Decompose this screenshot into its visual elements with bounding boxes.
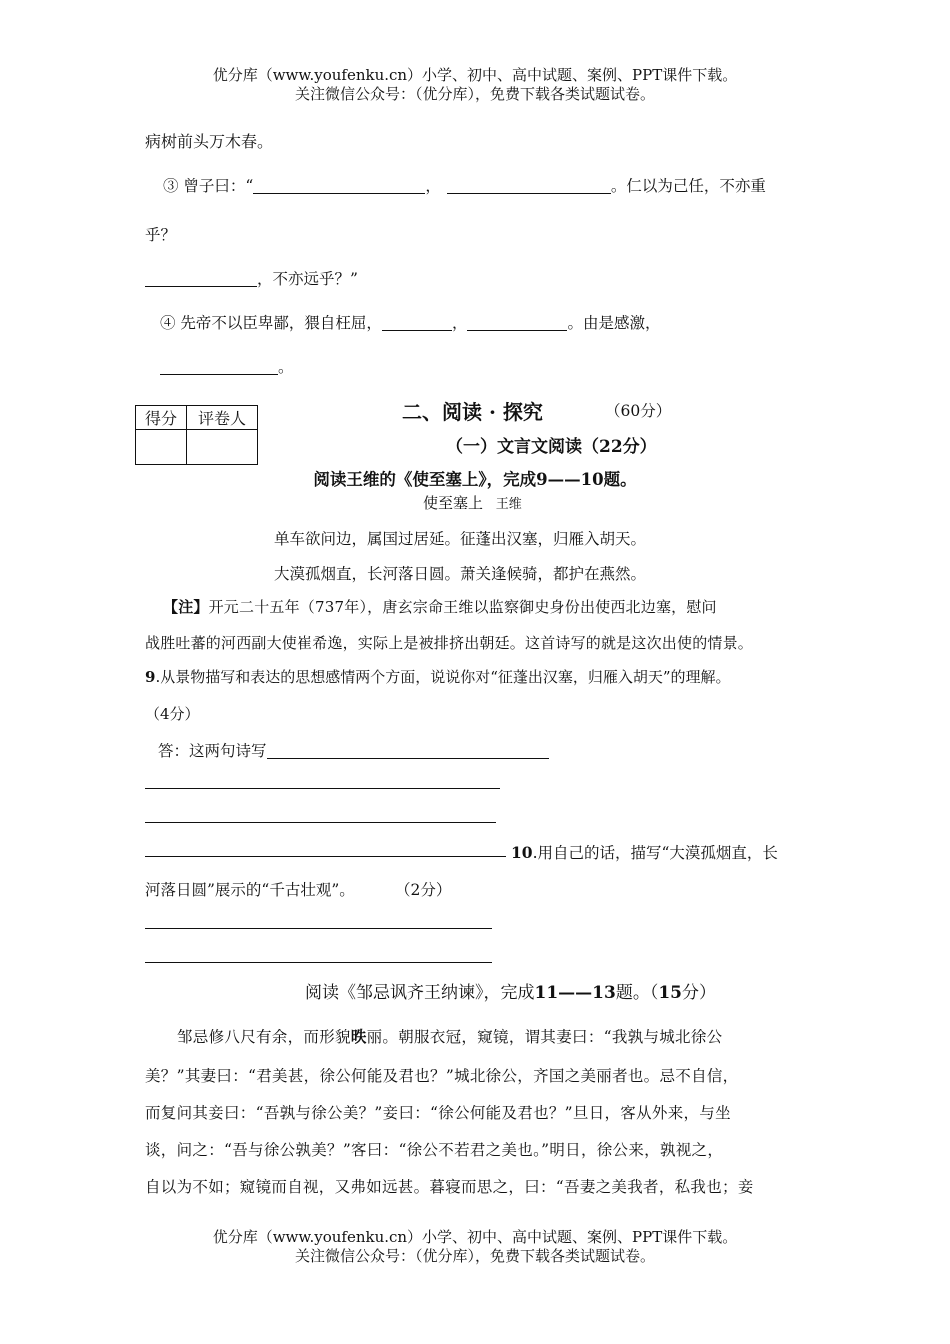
score-cell[interactable]	[136, 430, 187, 465]
poem-author: 王维	[495, 497, 522, 512]
poem-title: 使至塞上	[423, 494, 484, 512]
sub-section-title: （一）文言文阅读（22分）	[446, 437, 657, 457]
question-10	[511, 841, 778, 863]
q4-comma: ，	[451, 314, 468, 332]
previous-line: 病树前头万木春。	[145, 132, 274, 151]
note-line-2: 战胜吐蕃的河西副大使崔希逸，实际上是被排挤出朝廷。这首诗写的就是这次出使的情景。	[145, 634, 754, 652]
passage-line-1c: 丽。朝服衣冠，窥镜，谓其妻曰：“我孰与城北徐公	[366, 1028, 723, 1046]
footer-line-1: 优分库（www.youfenku.cn）小学、初中、高中试题、案例、PPT课件下载。	[212, 1228, 738, 1246]
reading2-close: 分）	[682, 983, 716, 1003]
q3-end-line	[145, 267, 358, 289]
q3-blank-3[interactable]	[145, 271, 257, 287]
q3-blank-2[interactable]	[447, 178, 611, 194]
q9-answer-line-4[interactable]	[145, 856, 506, 857]
q9-points: （4分）	[145, 705, 200, 723]
reading2-points: 15	[658, 983, 682, 1003]
passage-line-5: 自以为不如；窥镜而自视，又弗如远甚。暮寝而思之，曰：“吾妻之美我者，私我也；妾	[145, 1178, 754, 1196]
q4-end-line	[160, 355, 294, 377]
q9-answer-blank[interactable]	[267, 743, 549, 759]
note-line-1	[163, 596, 717, 617]
grade-table	[135, 405, 258, 465]
poem-line-2: 大漠孤烟直，长河落日圆。萧关逢候骑，都护在燕然。	[274, 565, 647, 583]
q4-blank-2[interactable]	[467, 315, 567, 331]
q3-end: ，不亦远乎？”	[257, 270, 358, 288]
q10-text: .用自己的话，描写“大漠孤烟直，长	[532, 844, 778, 862]
q3-prefix: ③ 曾子曰：“	[163, 177, 254, 195]
q10-number: 10	[511, 843, 533, 862]
q4-suffix: 。由是感激，	[567, 314, 661, 332]
q9-number: 9	[145, 668, 156, 686]
poem-heading	[423, 492, 522, 513]
q10-answer-line-2[interactable]	[145, 962, 492, 963]
passage-line-1b: 昳	[350, 1027, 367, 1046]
q4-prefix: ④ 先帝不以臣卑鄙，猥自枉屈，	[160, 314, 382, 332]
q9-answer-line-3[interactable]	[145, 822, 496, 823]
q3-blank-1[interactable]	[253, 178, 425, 194]
q10-text-2: 河落日圆”展示的“千古壮观”。	[145, 881, 355, 899]
reading-instruction-1: 阅读王维的《使至塞上》，完成9——10题。	[313, 470, 637, 489]
passage-line-4: 谈，问之：“吾与徐公孰美？”客曰：“徐公不若君之美也。”明日，徐公来，孰视之，	[145, 1141, 724, 1159]
section-title: 二、阅读 · 探究	[402, 400, 543, 424]
passage-line-1a: 邹忌修八尺有余，而形貌	[177, 1028, 351, 1046]
q9-answer-prefix: 答：这两句诗写	[158, 742, 267, 760]
reading2-pre: 阅读《邹忌讽齐王纳谏》，完成	[305, 983, 535, 1003]
header-line-2: 关注微信公众号：（优分库），免费下载各类试题试卷。	[294, 85, 655, 103]
q3-continuation: 乎？	[145, 226, 177, 244]
q4-blank-3[interactable]	[160, 359, 278, 375]
poem-line-1: 单车欲问边，属国过居延。征蓬出汉塞，归雁入胡天。	[274, 530, 647, 548]
score-header: 得分	[136, 406, 187, 430]
q10-line-2	[145, 878, 451, 900]
passage-line-3: 而复问其妾曰：“吾孰与徐公美？”妾曰：“徐公何能及君也？”旦日，客从外来，与坐	[145, 1104, 731, 1122]
question-4-line	[160, 311, 660, 333]
q4-blank-1[interactable]	[382, 315, 452, 331]
reading2-post: 题。（	[615, 983, 659, 1003]
q9-answer-line	[158, 739, 549, 761]
q4-end: 。	[278, 358, 294, 376]
passage-line-1	[177, 1025, 722, 1047]
reading-instruction-2	[305, 978, 716, 1003]
section-points: （60分）	[605, 402, 672, 420]
reading2-range: 11——13	[534, 983, 616, 1003]
passage-line-2: 美？”其妻曰：“君美甚，徐公何能及君也？”城北徐公，齐国之美丽者也。忌不自信，	[145, 1067, 739, 1085]
footer-line-2: 关注微信公众号：（优分库），免费下载各类试题试卷。	[294, 1247, 655, 1265]
q10-points: （2分）	[402, 881, 452, 899]
reviewer-header: 评卷人	[187, 406, 258, 430]
note-text: 开元二十五年（737年），唐玄宗命王维以监察御史身份出使西北边塞，慰问	[208, 598, 717, 616]
q9-text: .从景物描写和表达的思想感情两个方面，说说你对“征蓬出汉塞，归雁入胡天”的理解。	[155, 668, 731, 686]
q10-answer-line-1[interactable]	[145, 928, 492, 929]
q9-answer-line-2[interactable]	[145, 788, 500, 789]
reviewer-cell[interactable]	[187, 430, 258, 465]
q3-suffix: 。仁以为己任，不亦重	[610, 177, 766, 195]
q3-comma: ，	[425, 177, 441, 195]
question-9	[145, 666, 731, 687]
header-line-1: 优分库（www.youfenku.cn）小学、初中、高中试题、案例、PPT课件下载。	[212, 66, 738, 84]
question-3-line	[163, 174, 766, 196]
note-label: 【注】	[163, 598, 209, 616]
